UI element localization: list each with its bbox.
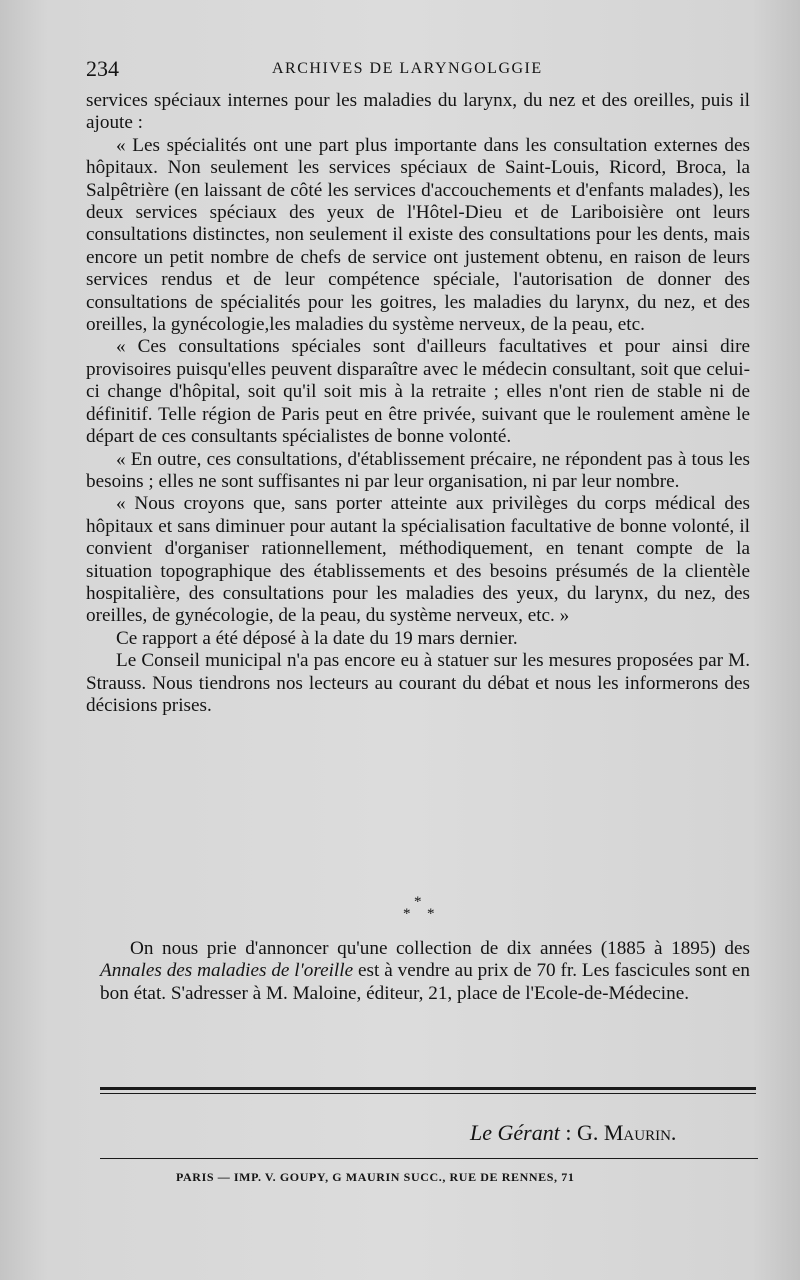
paragraph-quote-nous-croyons: « Nous croyons que, sans porter atteinte aux privilèges du corps médical des hôpitaux et sans diminuer pour autant la spécialisation facultative de bonne volonté, il convient d'organiser rationnellement, méthodiquement, en tenant compte de la situation topographique des établissements et des besoins présumés de la clientèle hospitalière, des consultations pour les maladies des yeux, du larynx, du nez, des oreilles, de gynécologie, de la peau, du système nerveux, etc. »	[86, 493, 750, 627]
gerant-name: G. Maurin.	[576, 1120, 677, 1145]
printer-imprint: PARIS — IMP. V. GOUPY, G MAURIN SUCC., RUE DE RENNES, 71	[176, 1170, 575, 1184]
bottom-rule-divider	[100, 1158, 758, 1159]
asterism-separator	[395, 894, 445, 924]
sale-notice	[100, 938, 750, 1005]
journal-title: ARCHIVES DE LARYNGOLGGIE	[272, 60, 543, 77]
sale-notice-paragraph	[100, 938, 750, 1005]
asterism-star: *	[414, 894, 422, 910]
sale-notice-text-after: est à vendre au prix de 70 fr. Les fascicules sont en bon état. S'adresser à M. Maloine, éditeur, 21, place de l'Ecole-de-Médecine.	[100, 960, 750, 1004]
paragraph-conseil-municipal: Le Conseil municipal n'a pas encore eu à statuer sur les mesures proposées par M. Strauss. Nous tiendrons nos lecteurs au courant du débat et nous les informerons des décisions prises.	[86, 650, 750, 716]
paragraph-quote-en-outre: « En outre, ces consultations, d'établissement précaire, ne répondent pas à tous les besoins ; elles ne sont suffisantes ni par leur organisation, ni par leur nombre.	[86, 448, 750, 492]
double-rule-divider	[100, 1087, 756, 1094]
gerant-label: Le Gérant	[470, 1120, 560, 1145]
asterism-star: *	[427, 906, 435, 922]
gerant-separator: :	[559, 1120, 577, 1145]
paragraph-continuation: services spéciaux internes pour les maladies du larynx, du nez et des oreilles, puis il ajoute :	[86, 90, 750, 134]
running-head	[86, 56, 750, 86]
sale-notice-journal-title: Annales des maladies de l'oreille	[100, 960, 354, 982]
paragraph-rapport-depose: Ce rapport a été déposé à la date du 19 mars dernier.	[116, 627, 518, 649]
asterism-star: *	[403, 906, 411, 922]
paragraph-quote-specialites: « Les spécialités ont une part plus importante dans les consultation externes des hôpitaux. Non seulement les services spéciaux de Saint-Louis, Ricord, Broca, la Salpêtrière (en laissant de côté les services d'accouchements et d'enfants malades), les deux services spéciaux des yeux de l'Hôtel-Dieu et de Lariboisière ont leurs consultations distinctes, non seulement il existe des consultations pour les dents, mais encore un petit nombre de chefs de service ont justement obtenu, en raison de leurs services rendus et de leur compétence spéciale, l'autorisation de donner des consultations de spécialités pour les goitres, les maladies du larynx, du nez, et des oreilles, la gynécologie,les maladies du système nerveux, de la peau, etc.	[86, 134, 750, 336]
gerant-signature	[470, 1120, 760, 1146]
sale-notice-text-before: On nous prie d'annoncer qu'une collection de dix années (1885 à 1895) des	[130, 938, 750, 959]
page-number: 234	[86, 56, 119, 81]
article-body	[86, 90, 750, 717]
paragraph-quote-facultatives: « Ces consultations spéciales sont d'ailleurs facultatives et pour ainsi dire provisoires puisqu'elles peuvent disparaître avec le médecin consultant, soit que celui-ci change d'hôpital, soit qu'il soit mis à la retraite ; elles n'ont rien de stable ni de définitif. Telle région de Paris peut en être privée, suivant que le roulement amène le départ de ces consultants spécialistes de bonne volonté.	[86, 336, 750, 448]
